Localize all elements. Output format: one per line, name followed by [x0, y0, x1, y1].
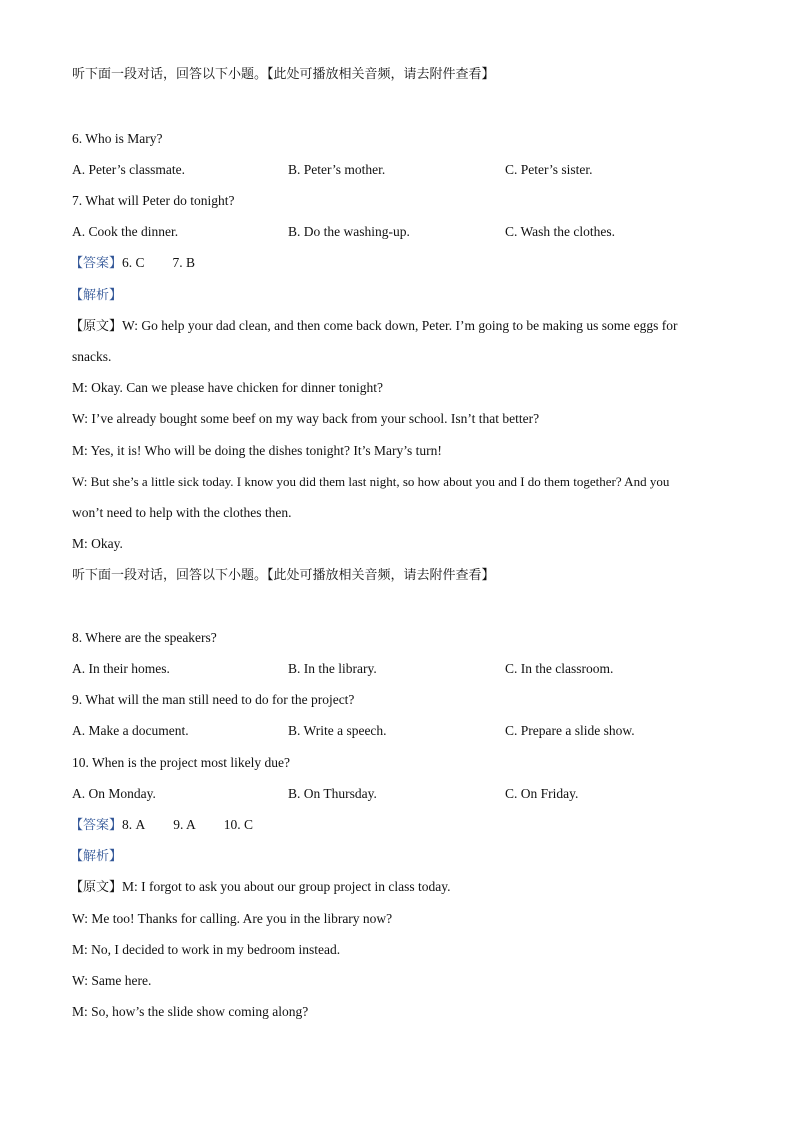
section2-analysis-line — [70, 847, 122, 866]
question-10-option-a: A. On Monday. — [72, 786, 156, 801]
section1-answer-line — [70, 254, 195, 273]
question-8-option-c: C. In the classroom. — [505, 661, 614, 676]
question-6-option-b: B. Peter’s mother. — [288, 162, 386, 177]
transcript-text: W: Go help your dad clean, and then come back down, Peter. I’m going to be making us some eggs for — [122, 318, 678, 333]
question-10-stem: 10. When is the project most likely due? — [72, 755, 290, 770]
question-8-stem: 8. Where are the speakers? — [72, 630, 217, 645]
transcript-text: M: I forgot to ask you about our group project in class today. — [122, 879, 451, 894]
question-6-option-c: C. Peter’s sister. — [505, 162, 593, 177]
section1-transcript-line-3: M: Okay. Can we please have chicken for dinner tonight? — [72, 380, 384, 395]
transcript-label: 【原文】 — [70, 319, 123, 334]
question-6-option-a: A. Peter’s classmate. — [72, 162, 185, 177]
question-7-option-a: A. Cook the dinner. — [72, 224, 179, 239]
section2-transcript-line-3: M: No, I decided to work in my bedroom instead. — [72, 942, 341, 957]
section2-transcript-line-4: W: Same here. — [72, 973, 152, 988]
question-7-stem: 7. What will Peter do tonight? — [72, 193, 235, 208]
answer-label: 【答案】 — [70, 256, 123, 271]
section2-answer-line — [70, 816, 253, 835]
answer-value: 6. C — [122, 255, 145, 270]
question-10-option-b: B. On Thursday. — [288, 786, 377, 801]
question-7-option-b: B. Do the washing-up. — [288, 224, 410, 239]
answer-label: 【答案】 — [70, 818, 123, 833]
question-9-option-a: A. Make a document. — [72, 723, 189, 738]
question-8-option-a: A. In their homes. — [72, 661, 170, 676]
section1-transcript-line-5: M: Yes, it is! Who will be doing the dishes tonight? It’s Mary’s turn! — [72, 443, 442, 458]
question-9-option-b: B. Write a speech. — [288, 723, 387, 738]
answer-value: 9. A — [173, 817, 196, 832]
section1-transcript-line-6: W: But she’s a little sick today. I know you did them last night, so how about you and I do them together? And you — [72, 474, 670, 489]
section2-transcript-line-1 — [70, 878, 450, 897]
section1-transcript-line-2: snacks. — [72, 349, 112, 364]
question-8-option-b: B. In the library. — [288, 661, 377, 676]
section2-transcript-line-5: M: So, how’s the slide show coming along? — [72, 1004, 309, 1019]
question-9-stem: 9. What will the man still need to do for the project? — [72, 692, 355, 707]
analysis-label: 【解析】 — [70, 849, 123, 864]
answer-value: 7. B — [172, 255, 196, 270]
answer-value: 8. A — [122, 817, 146, 832]
section1-analysis-line — [70, 286, 122, 305]
transcript-label: 【原文】 — [70, 880, 123, 895]
question-6-stem: 6. Who is Mary? — [72, 131, 163, 146]
section2-transcript-line-2: W: Me too! Thanks for calling. Are you in the library now? — [72, 911, 393, 926]
analysis-label: 【解析】 — [70, 288, 123, 303]
section1-transcript-line-7: won’t need to help with the clothes then. — [72, 505, 292, 520]
section1-transcript-line-4: W: I’ve already bought some beef on my way back from your school. Isn’t that better? — [72, 411, 540, 426]
question-7-option-c: C. Wash the clothes. — [505, 224, 616, 239]
answer-value: 10. C — [223, 817, 254, 832]
section2-instruction: 听下面一段对话，回答以下小题。【此处可播放相关音频，请去附件查看】 — [72, 568, 495, 583]
question-10-option-c: C. On Friday. — [505, 786, 579, 801]
section1-transcript-line-1 — [70, 317, 678, 336]
question-9-option-c: C. Prepare a slide show. — [505, 723, 635, 738]
section1-instruction: 听下面一段对话，回答以下小题。【此处可播放相关音频，请去附件查看】 — [72, 67, 495, 82]
section1-transcript-line-8: M: Okay. — [72, 536, 123, 551]
